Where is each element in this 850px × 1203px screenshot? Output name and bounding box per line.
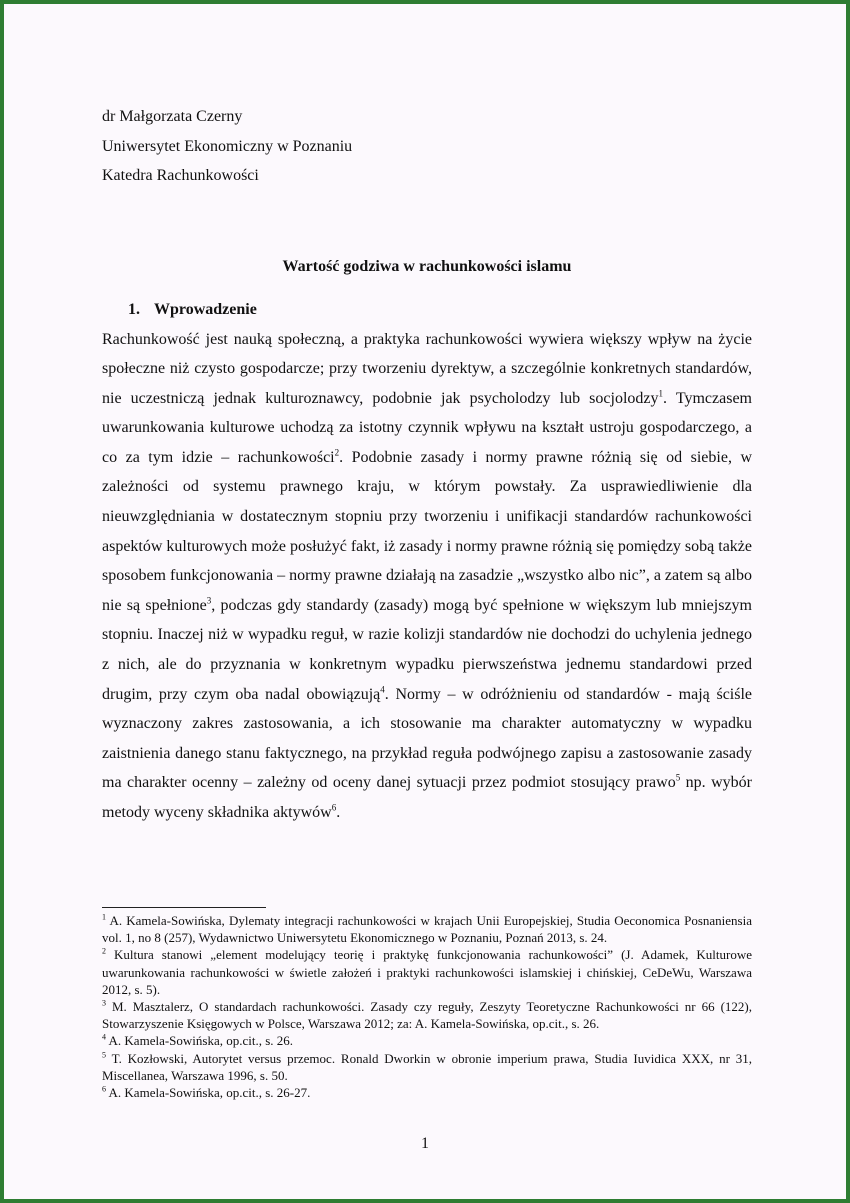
footnote-ref-1[interactable]: 1 [658,388,664,399]
footnote-mark: 6 [102,1084,106,1094]
body-text-1: Rachunkowość jest nauką społeczną, a praktyka rachunkowości wywiera większy wpływ na życie społeczne niż czysto gospodarcze; przy tworzeniu dyrektyw, a szczególnie konkretnych standardów, nie uczestniczą jednak kulturoznawcy, podobnie jak psycholodzy lub socjolodzy [102,330,752,407]
section-number: 1. [128,301,140,318]
document-content [102,102,752,828]
author-block [102,102,752,191]
footnote-text: Kultura stanowi „element modelujący teorię i praktykę funkcjonowania rachunkowości” (J. Adamek, Kulturowe uwarunkowania rachunkowości w świetle założeń i praktyki rachunkowości islamskiej i chińskiej, CeDeWu, Warszawa 2012, s. 5). [102,947,752,997]
body-text-7: . [336,804,341,821]
footnote-2 [102,946,752,998]
footnote-ref-2[interactable]: 2 [334,447,340,458]
body-text-5: . Normy – w odróżnieniu od standardów - mają ściśle wyznaczony zakres zastosowania, a ich stosowanie ma charakter automatyczny w wypadku zaistnienia danego stanu faktycznego, na przykład reguła podwójnego zapisu a zastosowanie zasady ma charakter ocenny – zależny od oceny danej sytuacji przez podmiot stosujący prawo [102,685,753,792]
footnote-3 [102,998,752,1032]
author-name: dr Małgorzata Czerny [102,108,243,125]
footnote-ref-3[interactable]: 3 [206,595,212,606]
footnote-mark: 1 [102,912,106,922]
footnote-5 [102,1050,752,1084]
footnote-text: A. Kamela-Sowińska, op.cit., s. 26-27. [106,1085,311,1101]
author-university: Uniwersytet Ekonomiczny w Poznaniu [102,137,353,155]
footnote-text: A. Kamela-Sowińska, op.cit., s. 26. [106,1033,294,1049]
footnote-mark: 2 [102,947,106,957]
footnote-ref-6[interactable]: 6 [331,802,337,813]
section-title: Wprowadzenie [154,301,257,318]
section-heading [128,295,752,325]
footnote-1 [102,912,752,946]
footnote-text: T. Kozłowski, Autorytet versus przemoc. Ronald Dworkin w obronie imperium prawa, Studia Iuvidica XXX, nr 31, Miscellanea, Warszawa 1996, s. 50. [102,1050,752,1083]
footnote-mark: 3 [102,998,106,1008]
paper-title: Wartość godziwa w rachunkowości islamu [282,257,572,275]
author-department: Katedra Rachunkowości [102,167,259,184]
page-number: 1 [421,1135,429,1152]
footnote-4 [102,1032,752,1049]
footnote-mark: 5 [102,1050,106,1060]
footnote-separator [102,907,266,908]
body-paragraph [102,325,752,828]
footnote-text: M. Masztalerz, O standardach rachunkowości. Zasady czy reguły, Zeszyty Teoretyczne Rachunkowości nr 66 (122), Stowarzyszenie Księgowych w Polsce, Warszawa 2012; za: A. Kamela-Sowińska, op.cit., s. 26. [102,999,752,1032]
footnote-mark: 4 [102,1033,106,1043]
footnotes [102,912,752,1101]
footnote-ref-5[interactable]: 5 [675,773,681,784]
body-text-6: np. wybór metody wyceny składnika aktywów [102,774,752,821]
body-text-4: , podczas gdy standardy (zasady) mogą być spełnione w większym lub mniejszym stopniu. Inaczej niż w wypadku reguł, w razie kolizji standardów nie dochodzi do uchylenia jednego z nich, ale do przyznania w konkretnym wypadku pierwszeństwa jednemu standardowi przed drugim, przy czym oba nadal obowiązują [102,596,752,703]
footnote-text: A. Kamela-Sowińska, Dylematy integracji rachunkowości w krajach Unii Europejskiej, Studia Oeconomica Posnaniensia vol. 1, no 8 (257), Wydawnictwo Uniwersytetu Ekonomicznego w Poznaniu, Poznań 2013, s. 24. [102,913,752,946]
body-text-2: . Tymczasem uwarunkowania kulturowe uchodzą za istotny czynnik wpływu na kształt ustroju gospodarczego, a co za tym idzie – rachunkowości [102,389,753,466]
footnote-6 [102,1084,752,1101]
body-text-3: . Podobnie zasady i normy prawne różnią się od siebie, w zależności od systemu prawnego kraju, w którym powstały. Za usprawiedliwienie dla nieuwzględniania w dostatecznym stopniu przy tworzeniu i unifikacji standardów rachunkowości aspektów kulturowych może posłużyć fakt, iż zasady i normy prawne różnią się pomiędzy sobą także sposobem funkcjonowania – normy prawne działają na zasadzie „wszystko albo nic”, a zatem są albo nie są spełnione [102,448,753,614]
footnote-ref-4[interactable]: 4 [380,684,385,695]
